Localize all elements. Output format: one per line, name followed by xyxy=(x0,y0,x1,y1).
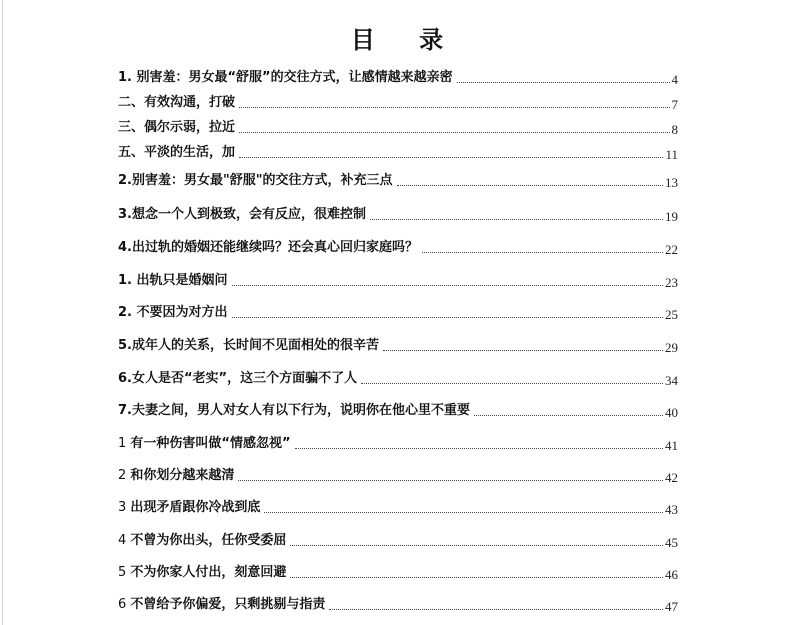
toc-page-number: 8 xyxy=(671,122,678,137)
toc-page-number: 34 xyxy=(665,373,678,388)
toc-leader-dots xyxy=(290,545,663,546)
toc-entry-label: 二、有效沟通，打破 xyxy=(118,95,236,110)
toc-entry-number: 4 xyxy=(118,533,127,548)
toc-page-number: 19 xyxy=(665,209,678,224)
toc-page-number: 41 xyxy=(665,438,678,453)
toc-entry-label: 2. 不要因为对方出 xyxy=(118,305,228,320)
toc-entry[interactable] xyxy=(118,367,678,387)
toc-entry[interactable] xyxy=(118,66,678,86)
toc-entry-label: 三、偶尔示弱，拉近 xyxy=(118,120,236,135)
toc-leader-dots xyxy=(397,185,663,186)
toc-leader-dots xyxy=(474,415,663,416)
toc-entry[interactable] xyxy=(118,91,678,111)
toc-entry[interactable] xyxy=(118,334,678,354)
toc-page-number: 40 xyxy=(665,405,678,420)
page-title: 目 录 xyxy=(350,25,462,54)
toc-entry-number: 1 xyxy=(118,436,127,451)
toc-page-number: 29 xyxy=(665,340,678,355)
toc-leader-dots xyxy=(238,480,663,481)
toc-leader-dots xyxy=(422,252,663,253)
toc-entry-label: 6.女人是否“老实”，这三个方面骗不了人 xyxy=(118,371,358,386)
toc-entry-label xyxy=(118,468,236,484)
toc-entry-label: 1. 别害羞：男女最“舒服”的交往方式，让感情越来越亲密 xyxy=(118,70,453,85)
toc-entry-text: 出现矛盾跟你冷战到底 xyxy=(130,500,261,515)
page-edge-divider xyxy=(2,0,3,625)
toc-leader-dots xyxy=(457,82,670,83)
toc-entry-text: 不曾为你出头，任你受委屈 xyxy=(130,533,287,548)
toc-entry[interactable] xyxy=(118,141,678,161)
toc-entry-text: 和你划分越来越清 xyxy=(130,468,235,483)
toc-page-number: 7 xyxy=(671,97,678,112)
toc-leader-dots xyxy=(295,448,663,449)
toc-leader-dots xyxy=(264,512,663,513)
toc-entry-label: 1. 出轨只是婚姻问 xyxy=(118,273,228,288)
toc-leader-dots xyxy=(232,317,663,318)
toc-page-number: 43 xyxy=(665,502,678,517)
toc-entry[interactable] xyxy=(118,464,678,484)
toc-leader-dots xyxy=(329,609,663,610)
toc-page-number: 13 xyxy=(665,175,678,190)
toc-entry[interactable] xyxy=(118,432,678,452)
toc-page-number: 22 xyxy=(665,242,678,257)
toc-leader-dots xyxy=(239,107,669,108)
toc-leader-dots xyxy=(361,383,663,384)
toc-page-number: 23 xyxy=(665,275,678,290)
toc-leader-dots xyxy=(383,350,663,351)
toc-entry[interactable] xyxy=(118,399,678,419)
toc-entry-label: 3.想念一个人到极致，会有反应，很难控制 xyxy=(118,207,366,222)
toc-entry-number: 6 xyxy=(118,597,127,612)
toc-entry[interactable] xyxy=(118,593,678,613)
toc-leader-dots xyxy=(239,132,669,133)
toc-entry[interactable] xyxy=(118,529,678,549)
toc-leader-dots xyxy=(239,157,663,158)
toc-entry-label: 5.成年人的关系，长时间不见面相处的很辛苦 xyxy=(118,338,379,353)
toc-entry[interactable] xyxy=(118,561,678,581)
toc-entry-label xyxy=(118,500,262,516)
toc-entry[interactable] xyxy=(118,301,678,321)
toc-entry-number: 3 xyxy=(118,500,127,515)
toc-entry[interactable] xyxy=(118,169,678,189)
toc-entry-label xyxy=(118,436,293,452)
toc-entry[interactable] xyxy=(118,203,678,223)
toc-leader-dots xyxy=(290,577,663,578)
toc-entry-label: 7.夫妻之间，男人对女人有以下行为，说明你在他心里不重要 xyxy=(118,403,470,418)
toc-page-number: 47 xyxy=(665,599,678,614)
toc-page-number: 45 xyxy=(665,535,678,550)
toc-entry-label xyxy=(118,565,288,581)
toc-leader-dots xyxy=(370,219,663,220)
toc-entry-label: 4.出过轨的婚姻还能继续吗？还会真心回归家庭吗？ xyxy=(118,240,418,255)
toc-entry-label xyxy=(118,533,288,549)
toc-entry[interactable] xyxy=(118,236,678,256)
toc-page-number: 11 xyxy=(665,147,678,162)
toc-entry-number: 5 xyxy=(118,565,127,580)
toc-entry-label xyxy=(118,597,327,613)
toc-leader-dots xyxy=(232,285,663,286)
toc-entry[interactable] xyxy=(118,269,678,289)
toc-page-number: 46 xyxy=(665,567,678,582)
toc-page-number: 42 xyxy=(665,470,678,485)
toc-entry[interactable] xyxy=(118,496,678,516)
toc-entry[interactable] xyxy=(118,116,678,136)
toc-entry-label: 2.别害羞：男女最"舒服"的交往方式，补充三点 xyxy=(118,173,393,188)
toc-entry-text: 不为你家人付出，刻意回避 xyxy=(130,565,287,580)
toc-page-number: 25 xyxy=(665,307,678,322)
toc-entry-number: 2 xyxy=(118,468,127,483)
toc-entry-label: 五、平淡的生活，加 xyxy=(118,145,236,160)
toc-entry-text: 不曾给予你偏爱，只剩挑剔与指责 xyxy=(130,597,326,612)
toc-entry-text: 有一种伤害叫做“情感忽视” xyxy=(130,436,291,451)
toc-page-number: 4 xyxy=(671,72,678,87)
